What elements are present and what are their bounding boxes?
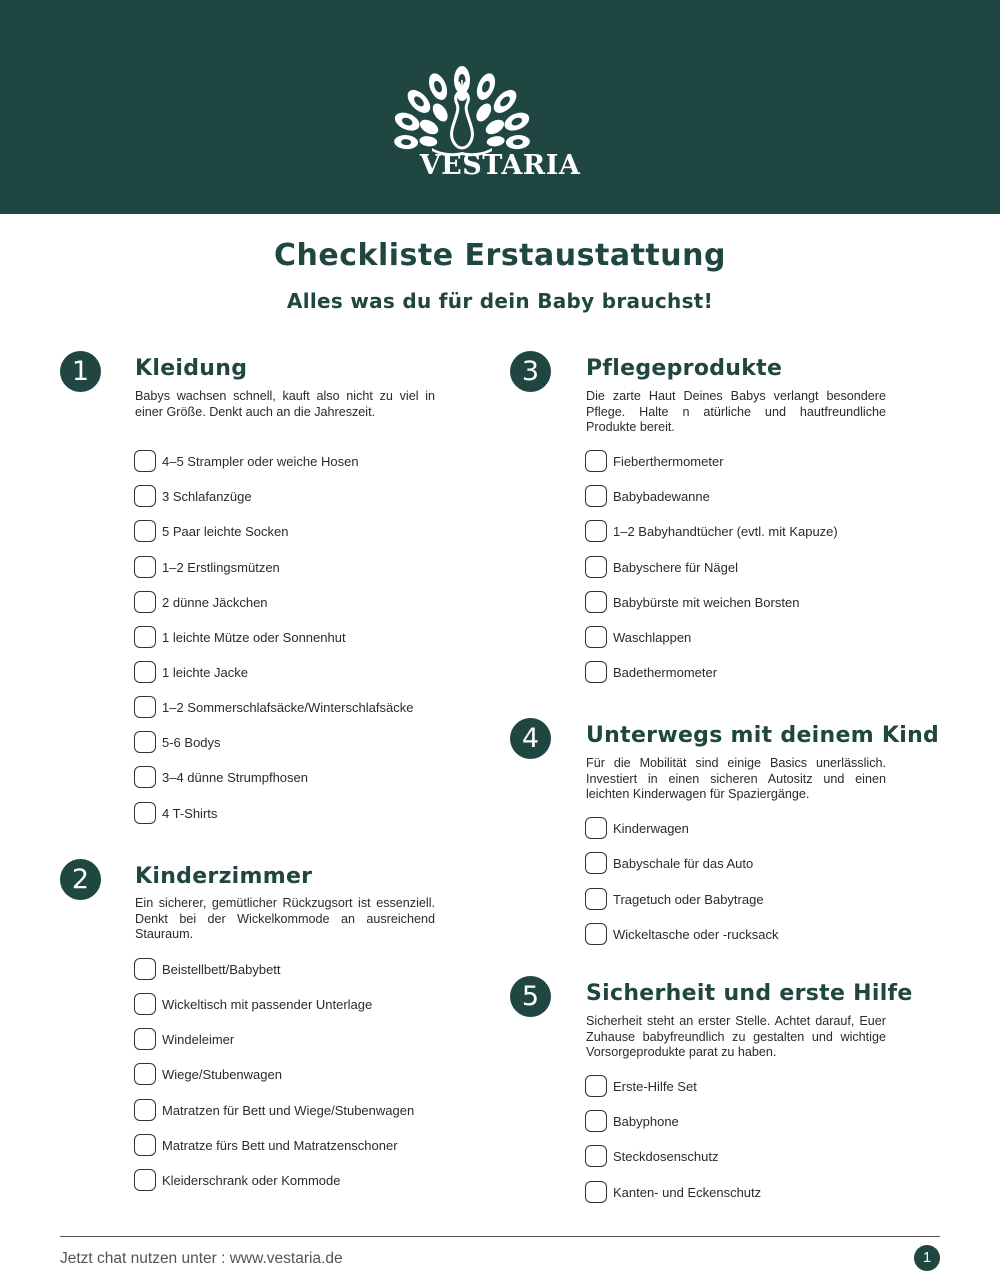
checklist-item-label: 4–5 Strampler oder weiche Hosen xyxy=(162,453,359,469)
checklist-item[interactable] xyxy=(134,625,346,649)
page-title: Checkliste Erstaustattung xyxy=(274,238,726,273)
checkbox[interactable] xyxy=(134,993,156,1015)
checklist-item-label: Tragetuch oder Babytrage xyxy=(613,891,764,907)
checkbox[interactable] xyxy=(134,626,156,648)
section-description: Sicherheit steht an erster Stelle. Achtet darauf, Euer Zuhause babyfreundlich zu gestalten und wichtige Vorsorgeprodukte parat zu haben. xyxy=(586,1014,886,1060)
checklist-item-label: Erste-Hilfe Set xyxy=(613,1078,697,1094)
checklist-item[interactable] xyxy=(585,922,778,946)
checklist-item[interactable] xyxy=(134,1133,398,1157)
checklist-item[interactable] xyxy=(134,590,268,614)
checklist-item[interactable] xyxy=(585,519,838,543)
checkbox[interactable] xyxy=(585,1181,607,1203)
section-title: Kinderzimmer xyxy=(135,864,313,889)
section-number-badge: 3 xyxy=(510,351,551,392)
brand-name: VESTARIA xyxy=(419,150,581,181)
checklist-item-label: 1 leichte Jacke xyxy=(162,664,248,680)
checklist-item[interactable] xyxy=(585,590,799,614)
checklist-item-label: Wickeltisch mit passender Unterlage xyxy=(162,996,373,1012)
checkbox[interactable] xyxy=(134,591,156,613)
section-number-badge: 5 xyxy=(510,976,551,1017)
section-title: Sicherheit und erste Hilfe xyxy=(586,981,913,1006)
checklist-item[interactable] xyxy=(585,887,764,911)
checklist-item[interactable] xyxy=(134,695,413,719)
checklist-item-label: Windeleimer xyxy=(162,1031,235,1047)
checklist-item-label: 3–4 dünne Strumpfhosen xyxy=(162,769,308,785)
section-description: Für die Mobilität sind einige Basics unerlässlich. Investiert in einen sicheren Autositz und einen leichten Kinderwagen für Spaziergänge. xyxy=(586,756,886,802)
checkbox[interactable] xyxy=(134,1099,156,1121)
checklist-item[interactable] xyxy=(134,1027,234,1051)
checkbox[interactable] xyxy=(585,556,607,578)
checklist-item-label: Beistellbett/Babybett xyxy=(162,961,281,977)
page-subtitle: Alles was du für dein Baby brauchst! xyxy=(286,289,714,313)
checklist-item-label: Babyschale für das Auto xyxy=(613,855,754,871)
checkbox[interactable] xyxy=(585,591,607,613)
checklist-item[interactable] xyxy=(585,660,717,684)
checklist-item[interactable] xyxy=(134,765,308,789)
checkbox[interactable] xyxy=(585,852,607,874)
checkbox[interactable] xyxy=(134,520,156,542)
section-description: Babys wachsen schnell, kauft also nicht zu viel in einer Größe. Denkt auch an die Jahreszeit. xyxy=(135,389,435,419)
section-description: Die zarte Haut Deines Babys verlangt besondere Pflege. Halte n atürliche und hautfreundliche Produkte bereit. xyxy=(586,389,886,435)
checklist-item[interactable] xyxy=(134,1098,414,1122)
page-number-badge: 1 xyxy=(914,1245,940,1271)
checklist-item[interactable] xyxy=(585,1180,761,1204)
checklist-item-label: 5 Paar leichte Socken xyxy=(162,523,289,539)
checklist-item-label: 5-6 Bodys xyxy=(162,734,221,750)
checkbox[interactable] xyxy=(134,485,156,507)
section-title: Unterwegs mit deinem Kind xyxy=(586,723,940,748)
checklist-item-label: Badethermometer xyxy=(613,664,718,680)
checklist-item-label: 4 T-Shirts xyxy=(162,805,218,821)
checklist-item[interactable] xyxy=(585,625,691,649)
footer-divider xyxy=(60,1236,940,1237)
checklist-item[interactable] xyxy=(585,449,724,473)
checklist-item[interactable] xyxy=(585,1144,719,1168)
checklist-item[interactable] xyxy=(134,801,217,825)
checkbox[interactable] xyxy=(585,661,607,683)
checklist-item-label: Babybürste mit weichen Borsten xyxy=(613,594,800,610)
checklist-item-label: Wickeltasche oder -rucksack xyxy=(613,926,779,942)
checkbox[interactable] xyxy=(134,556,156,578)
checkbox[interactable] xyxy=(585,1075,607,1097)
checklist-item[interactable] xyxy=(585,851,753,875)
checklist-item-label: 1–2 Erstlingsmützen xyxy=(162,559,280,575)
checkbox[interactable] xyxy=(585,1145,607,1167)
section-description: Ein sicherer, gemütlicher Rückzugsort ist essenziell. Denkt bei der Wickelkommode an ausreichend Stauraum. xyxy=(135,896,435,942)
checkbox[interactable] xyxy=(585,1110,607,1132)
checklist-item-label: 3 Schlafanzüge xyxy=(162,488,252,504)
checkbox[interactable] xyxy=(134,731,156,753)
checkbox[interactable] xyxy=(134,1169,156,1191)
checklist-item-label: Babyphone xyxy=(613,1113,679,1129)
checklist-item[interactable] xyxy=(134,519,288,543)
checklist-item[interactable] xyxy=(585,816,689,840)
checklist-item-label: Babybadewanne xyxy=(613,488,710,504)
checklist-item[interactable] xyxy=(585,484,710,508)
checkbox[interactable] xyxy=(134,661,156,683)
checklist-item[interactable] xyxy=(585,555,738,579)
checkbox[interactable] xyxy=(585,888,607,910)
checkbox[interactable] xyxy=(134,766,156,788)
checklist-item[interactable] xyxy=(585,1074,697,1098)
checklist-item[interactable] xyxy=(134,660,248,684)
checklist-item[interactable] xyxy=(134,992,372,1016)
checklist-item[interactable] xyxy=(585,1109,679,1133)
checklist-item[interactable] xyxy=(134,1062,282,1086)
checklist-item[interactable] xyxy=(134,1168,340,1192)
checklist-item[interactable] xyxy=(134,449,359,473)
checkbox[interactable] xyxy=(134,1134,156,1156)
checklist-item-label: Fieberthermometer xyxy=(613,453,724,469)
checklist-item-label: 1 leichte Mütze oder Sonnenhut xyxy=(162,629,346,645)
checklist-item-label: Matratze fürs Bett und Matratzenschoner xyxy=(162,1137,398,1153)
checklist-item[interactable] xyxy=(134,555,280,579)
checkbox[interactable] xyxy=(134,1063,156,1085)
checklist-item-label: Kanten- und Eckenschutz xyxy=(613,1184,762,1200)
section-title: Pflegeprodukte xyxy=(586,356,783,381)
checkbox[interactable] xyxy=(585,520,607,542)
checklist-item-label: Steckdosenschutz xyxy=(613,1148,719,1164)
checkbox[interactable] xyxy=(585,923,607,945)
checkbox[interactable] xyxy=(585,817,607,839)
checkbox[interactable] xyxy=(585,485,607,507)
checkbox[interactable] xyxy=(134,696,156,718)
checklist-item-label: Kleiderschrank oder Kommode xyxy=(162,1172,341,1188)
checkbox[interactable] xyxy=(134,802,156,824)
section-title: Kleidung xyxy=(135,356,248,381)
section-number-badge: 2 xyxy=(60,859,101,900)
section-number-badge: 4 xyxy=(510,718,551,759)
checklist-item[interactable] xyxy=(134,730,221,754)
header-banner xyxy=(0,0,1000,214)
checklist-item[interactable] xyxy=(134,957,281,981)
checklist-item[interactable] xyxy=(134,484,252,508)
checkbox[interactable] xyxy=(134,450,156,472)
checklist-item-label: 1–2 Sommerschlafsäcke/Winterschlafsäcke xyxy=(162,699,414,715)
checkbox[interactable] xyxy=(134,1028,156,1050)
checklist-item-label: 1–2 Babyhandtücher (evtl. mit Kapuze) xyxy=(613,523,838,539)
checklist-item-label: Matratzen für Bett und Wiege/Stubenwagen xyxy=(162,1102,415,1118)
checkbox[interactable] xyxy=(585,626,607,648)
checkbox[interactable] xyxy=(585,450,607,472)
checklist-item-label: Babyschere für Nägel xyxy=(613,559,739,575)
footer-link[interactable]: Jetzt chat nutzen unter : www.vestaria.de xyxy=(60,1250,343,1267)
checklist-item-label: Kinderwagen xyxy=(613,820,689,836)
checkbox[interactable] xyxy=(134,958,156,980)
checklist-item-label: 2 dünne Jäckchen xyxy=(162,594,268,610)
checklist-item-label: Waschlappen xyxy=(613,629,692,645)
checklist-item-label: Wiege/Stubenwagen xyxy=(162,1066,282,1082)
section-number-badge: 1 xyxy=(60,351,101,392)
